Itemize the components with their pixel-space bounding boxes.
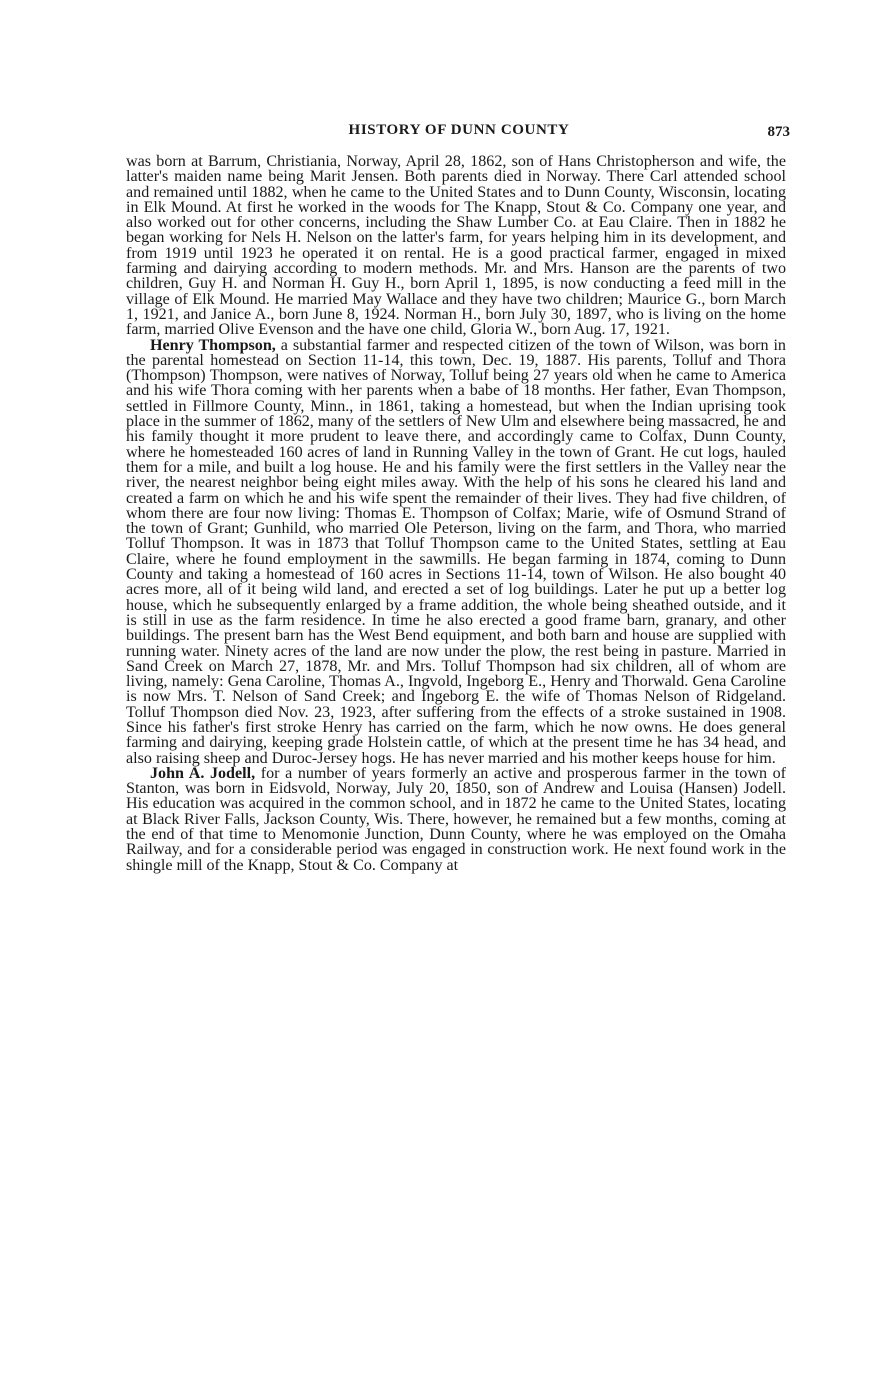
biography-name: Henry Thompson, — [150, 336, 276, 354]
paragraph-continued — [126, 154, 786, 338]
body-text — [126, 154, 786, 873]
paragraph-john-jodell — [126, 766, 786, 873]
page-number: 873 — [767, 124, 790, 140]
paragraph-text: for a number of years formerly an active and prosperous farmer in the town of Stanton, was born in Eidsvold, Norway, July 20, 1850, son of Andrew and Louisa (Hansen) Jodell. His education was acquired in the common school, and in 1872 he came to the United States, locating at Black River Falls, Jackson County, Wis. There, however, he remained but a few months, coming at the end of that time to Menomonie Junction, Dunn County, where he was employed on the Omaha Railway, and for a considerable period was engaged in construction work. He next found work in the shingle mill of the Knapp, Stout & Co. Company at — [126, 764, 786, 874]
running-head — [128, 122, 790, 144]
paragraph-text: was born at Barrum, Christiania, Norway, April 28, 1862, son of Hans Christopherson and wife, the latter's maiden name being Marit Jensen. Both parents died in Norway. There Carl attended school and remained until 1882, when he came to the United States and to Dunn County, Wisconsin, locating in Elk Mound. At first he worked in the woods for The Knapp, Stout & Co. Company one year, and also worked out for other concerns, including the Shaw Lumber Co. at Eau Claire. Then in 1882 he began working for Nels H. Nelson on the latter's farm, for years helping him in its development, and from 1919 until 1923 he operated it on rental. He is a good practical farmer, engaged in mixed farming and dairying according to modern methods. Mr. and Mrs. Hanson are the parents of two children, Guy H. and Norman H. Guy H., born April 1, 1895, is now conducting a feed mill in the village of Elk Mound. He married May Wallace and they have two children; Maurice G., born March 1, 1921, and Janice A., born June 8, 1924. Norman H., born July 30, 1897, who is living on the home farm, married Olive Evenson and the have one child, Gloria W., born Aug. 17, 1921. — [126, 153, 786, 339]
biography-name: John A. Jodell, — [150, 764, 256, 782]
running-title: HISTORY OF DUNN COUNTY — [348, 122, 570, 138]
paragraph-henry-thompson — [126, 338, 786, 766]
paragraph-text: a substantial farmer and respected citizen of the town of Wilson, was born in the parental homestead on Section 11-14, this town, Dec. 19, 1887. His parents, Tolluf and Thora (Thompson) Thompson, were natives of Norway, Tolluf being 27 years old when he came to America and his wife Thora coming with her parents when a babe of 18 months. Her father, Evan Thompson, settled in Fillmore County, Minn., in 1861, taking a homestead, but when the Indian uprising took place in the summer of 1862, many of the settlers of New Ulm and elsewhere being massacred, he and his family thought it more prudent to leave there, and accordingly came to Colfax, Dunn County, where he homesteaded 160 acres of land in Running Valley in the town of Grant. He cut logs, hauled them for a mile, and built a log house. He and his family were the first settlers in the Valley near the river, the nearest neighbor being eight miles away. With the help of his sons he cleared his land and created a farm on which he and his wife spent the remainder of their lives. They had five children, of whom there are four now living: Thomas E. Thompson of Colfax; Marie, wife of Osmund Strand of the town of Grant; Gunhild, who married Ole Peterson, living on the farm, and Thora, who married Tolluf Thompson. It was in 1873 that Tolluf Thompson came to the United States, settling at Eau Claire, where he found employment in the sawmills. He began farming in 1874, coming to Dunn County and taking a homestead of 160 acres in Sections 11-14, town of Wilson. He also bought 40 acres more, all of it being wild land, and erected a set of log buildings. Later he put up a better log house, which he subsequently enlarged by a frame addition, the whole being sheathed outside, and it is still in use as the farm residence. In time he also erected a good frame barn, granary, and other buildings. The present barn has the West Bend equipment, and both barn and house are supplied with running water. Ninety acres of the land are now under the plow, the rest being in pasture. Married in Sand Creek on March 27, 1878, Mr. and Mrs. Tolluf Thompson had six children, all of whom are living, namely: Gena Caroline, Thomas A., Ingvold, Ingeborg E., Henry and Thorwald. Gena Caroline is now Mrs. T. Nelson of Sand Creek; and Ingeborg E. the wife of Thomas Nelson of Ridgeland. Tolluf Thompson died Nov. 23, 1923, after suffering from the effects of a stroke sustained in 1908. Since his father's first stroke Henry has carried on the farm, which he now owns. He does general farming and dairying, keeping grade Holstein cattle, of which at the present time he has 34 head, and also raising sheep and Duroc-Jersey hogs. He has never married and his mother keeps house for him. — [126, 336, 786, 767]
